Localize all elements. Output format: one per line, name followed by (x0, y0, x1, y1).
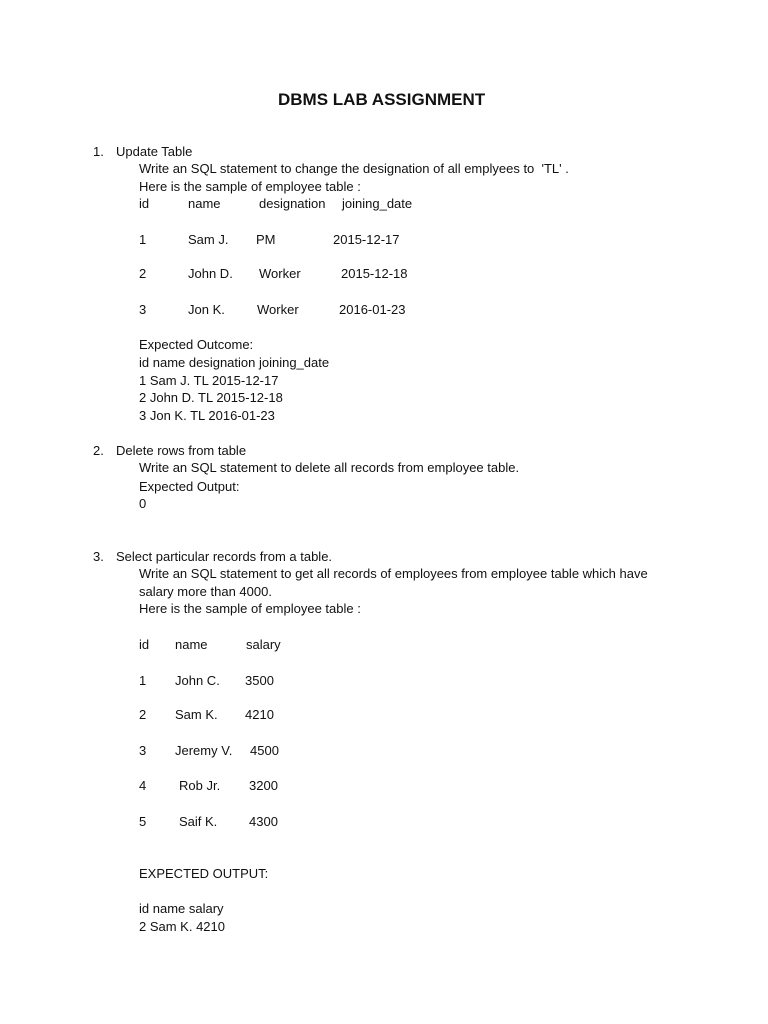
section-2-instruction: Write an SQL statement to delete all records from employee table. (139, 460, 520, 475)
section-3-expected-label: EXPECTED OUTPUT: (139, 866, 269, 881)
section-3-row-2-name: Sam K. (175, 707, 218, 722)
section-1-expected-line: 3 Jon K. TL 2016-01-23 (139, 408, 275, 423)
section-3-column-id: id (139, 637, 150, 652)
section-3-row-2-id: 2 (139, 707, 147, 722)
section-2-heading: Delete rows from table (116, 443, 247, 458)
section-3-instruction: salary more than 4000. (139, 584, 272, 599)
section-3-number: 3. (93, 549, 104, 564)
section-2-number: 2. (93, 443, 104, 458)
section-1-expected-label: Expected Outcome: (139, 337, 254, 352)
section-1-column-designation: designation (259, 196, 326, 211)
section-3-row-5-name: Saif K. (179, 814, 218, 829)
section-1-heading: Update Table (116, 144, 193, 159)
section-1-row-3-designation: Worker (257, 302, 299, 317)
section-1-row-1-joining-date: 2015-12-17 (333, 232, 400, 247)
section-3-heading: Select particular records from a table. (116, 549, 333, 564)
section-3-expected-line: 2 Sam K. 4210 (139, 919, 225, 934)
section-1-row-1-name: Sam J. (188, 232, 229, 247)
section-3-row-3-id: 3 (139, 743, 147, 758)
section-1-row-2-name: John D. (188, 266, 233, 281)
section-3-row-5-salary: 4300 (249, 814, 278, 829)
section-3-row-1-id: 1 (139, 673, 147, 688)
section-2-expected-label: Expected Output: (139, 479, 240, 494)
section-3-row-4-name: Rob Jr. (179, 778, 221, 793)
section-1-number: 1. (93, 144, 104, 159)
section-1-expected-line: 2 John D. TL 2015-12-18 (139, 390, 283, 405)
section-1-expected-line: id name designation joining_date (139, 355, 330, 370)
section-1-instruction: Write an SQL statement to change the designation of all emplyees to 'TL' . (139, 161, 569, 176)
section-1-row-2-designation: Worker (259, 266, 301, 281)
section-3-row-1-name: John C. (175, 673, 220, 688)
section-3-row-3-name: Jeremy V. (175, 743, 233, 758)
section-1-sample-intro: Here is the sample of employee table : (139, 179, 361, 194)
section-1-row-1-id: 1 (139, 232, 147, 247)
section-3-sample-intro: Here is the sample of employee table : (139, 601, 361, 616)
section-3-column-name: name (175, 637, 208, 652)
section-1-column-name: name (188, 196, 221, 211)
section-3-row-4-id: 4 (139, 778, 147, 793)
section-2-expected-value: 0 (139, 496, 147, 511)
section-3-row-5-id: 5 (139, 814, 147, 829)
section-1-column-id: id (139, 196, 150, 211)
section-1-row-2-id: 2 (139, 266, 147, 281)
section-1-row-3-id: 3 (139, 302, 147, 317)
section-1-row-3-name: Jon K. (188, 302, 225, 317)
section-3-expected-line: id name salary (139, 901, 224, 916)
section-3-row-3-salary: 4500 (250, 743, 279, 758)
section-1-row-1-designation: PM (256, 232, 276, 247)
section-3-row-1-salary: 3500 (245, 673, 274, 688)
section-1-row-2-joining-date: 2015-12-18 (341, 266, 408, 281)
section-3-column-salary: salary (246, 637, 281, 652)
section-3-row-2-salary: 4210 (245, 707, 274, 722)
section-1-row-3-joining-date: 2016-01-23 (339, 302, 406, 317)
section-1-expected-line: 1 Sam J. TL 2015-12-17 (139, 373, 279, 388)
section-3-row-4-salary: 3200 (249, 778, 278, 793)
document-title: DBMS LAB ASSIGNMENT (278, 90, 486, 109)
section-1-column-joining-date: joining_date (342, 196, 413, 211)
section-3-instruction: Write an SQL statement to get all records of employees from employee table which have (139, 566, 648, 581)
